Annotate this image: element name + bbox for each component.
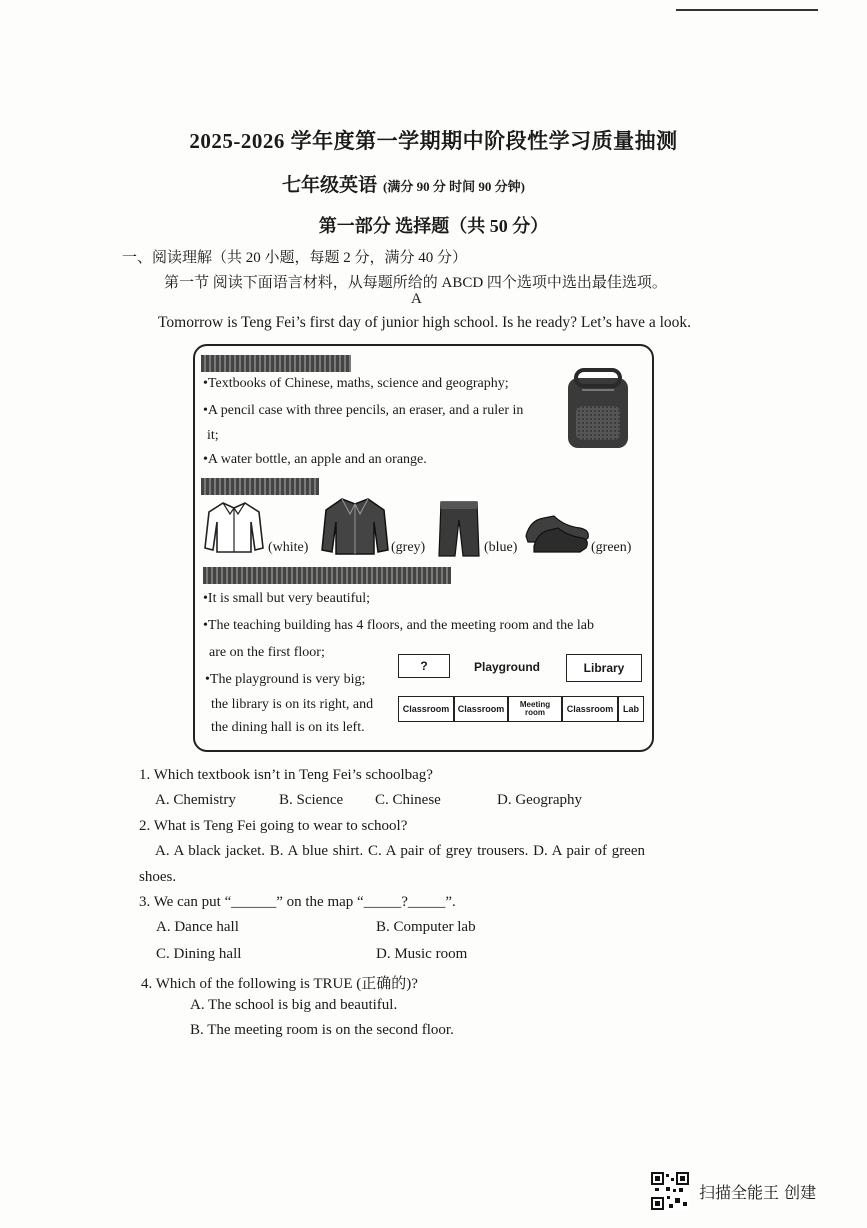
- clothes-heading-bar: [201, 478, 319, 495]
- map-room: Classroom: [562, 696, 618, 722]
- question-1: 1. Which textbook isn’t in Teng Fei’s schoolbag?: [139, 767, 433, 783]
- shirt-color: (white): [268, 540, 309, 555]
- bag-item: •A water bottle, an apple and an orange.: [203, 452, 427, 467]
- q3-option-c: C. Dining hall: [156, 946, 242, 962]
- q3-option-a: A. Dance hall: [156, 919, 239, 935]
- school-line: the library is on its right, and: [211, 697, 374, 712]
- q4-option-a: A. The school is big and beautiful.: [190, 997, 398, 1013]
- q4-option-b: B. The meeting room is on the second floor.: [190, 1022, 454, 1038]
- q1-option-b: B. Science: [279, 792, 344, 808]
- school-line: •The teaching building has 4 floors, and the meeting room and the lab: [203, 618, 594, 633]
- jacket-color: (grey): [391, 540, 426, 555]
- school-line: •The playground is very big;: [205, 672, 366, 687]
- part-heading: 第一部分 选择题（共 50 分）: [318, 216, 549, 236]
- shoes-color: (green): [591, 540, 632, 555]
- map-room: Classroom: [454, 696, 508, 722]
- question-3: 3. We can put “______” on the map “_____?_____”.: [139, 894, 456, 910]
- map-playground: Playground: [473, 660, 540, 674]
- map-unknown-room: ?: [398, 654, 450, 678]
- schoolbag-image: [562, 366, 634, 450]
- qr-code-icon: [651, 1172, 689, 1210]
- map-room: Meeting room: [508, 696, 562, 722]
- bag-item: •A pencil case with three pencils, an eraser, and a ruler in: [203, 403, 524, 418]
- q1-option-c: C. Chinese: [375, 792, 441, 808]
- q3-option-b: B. Computer lab: [376, 919, 476, 935]
- school-map: [398, 652, 644, 726]
- map-room: Classroom: [398, 696, 454, 722]
- bag-item: it;: [207, 428, 219, 443]
- school-line: •It is small but very beautiful;: [203, 591, 371, 606]
- q3-option-d: D. Music room: [376, 946, 468, 962]
- section-instruction: 第一节 阅读下面语言材料，从每题所给的 ABCD 四个选项中选出最佳选项。: [164, 275, 667, 291]
- bag-heading-bar: [201, 355, 351, 372]
- school-line: the dining hall is on its left.: [211, 720, 365, 735]
- map-room: Lab: [618, 696, 644, 722]
- section-heading: 一、阅读理解（共 20 小题，每题 2 分，满分 40 分）: [122, 250, 468, 266]
- school-line: are on the first floor;: [209, 645, 325, 660]
- subject-note: (满分 90 分 时间 90 分钟): [383, 179, 525, 194]
- q1-option-a: A. Chemistry: [155, 792, 236, 808]
- scanner-watermark: 扫描全能王 创建: [699, 1183, 817, 1202]
- passage-label: A: [411, 291, 422, 307]
- question-2: 2. What is Teng Fei going to wear to school?: [139, 818, 408, 834]
- question-4: 4. Which of the following is TRUE (正确的)?: [141, 976, 418, 992]
- shirt-image: [203, 500, 265, 554]
- top-rule: [676, 9, 818, 11]
- trousers-color: (blue): [484, 540, 518, 555]
- trousers-image: [437, 500, 481, 558]
- q2-options-cont: shoes.: [139, 869, 177, 885]
- map-library: Library: [566, 654, 642, 682]
- school-heading-bar: [203, 567, 451, 584]
- passage-intro: Tomorrow is Teng Fei’s first day of junior high school. Is he ready? Let’s have a look.: [158, 314, 692, 331]
- exam-subject: [282, 170, 525, 197]
- shoes-image: [520, 506, 592, 554]
- exam-title: 2025-2026 学年度第一学期期中阶段性学习质量抽测: [189, 129, 678, 153]
- jacket-image: [320, 496, 390, 556]
- subject-name: 七年级英语: [282, 175, 378, 196]
- q1-option-d: D. Geography: [497, 792, 582, 808]
- q2-options: A. A black jacket. B. A blue shirt. C. A pair of grey trousers. D. A pair of green: [155, 843, 646, 859]
- bag-item: •Textbooks of Chinese, maths, science and geography;: [203, 376, 509, 391]
